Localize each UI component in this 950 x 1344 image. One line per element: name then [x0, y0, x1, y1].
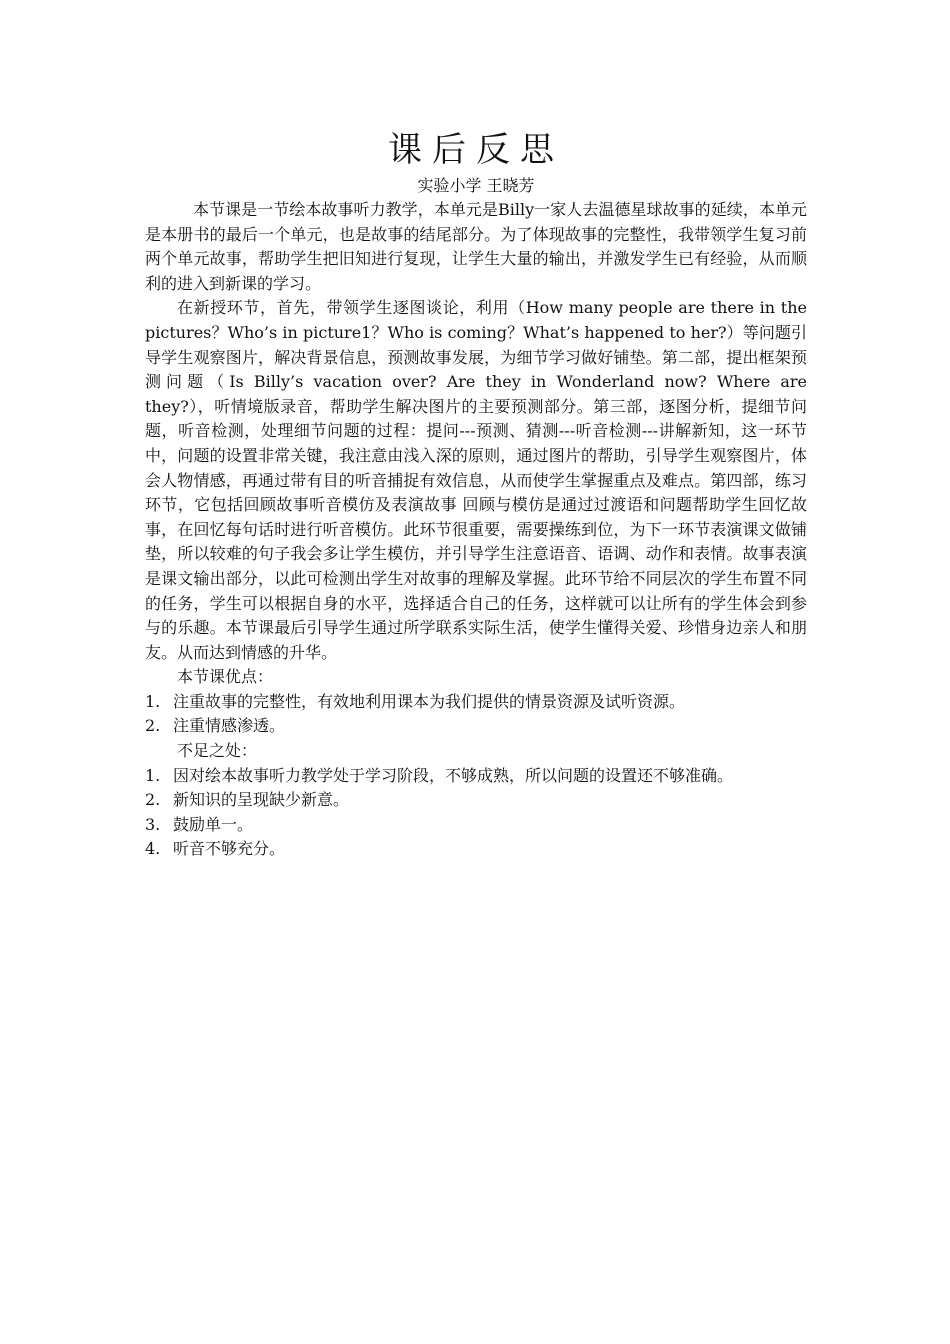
list-item	[145, 690, 807, 715]
list-item	[145, 714, 807, 739]
list-item	[145, 788, 807, 813]
list-number: 1.	[145, 765, 161, 785]
weaknesses-list	[145, 764, 807, 862]
document-page	[145, 128, 807, 862]
list-item	[145, 837, 807, 862]
list-text: 注重故事的完整性，有效地利用课本为我们提供的情景资源及试听资源。	[173, 691, 686, 711]
paragraph-intro: 本节课是一节绘本故事听力教学，本单元是Billy一家人去温德星球故事的延续，本单元是本册书的最后一个单元，也是故事的结尾部分。为了体现故事的完整性，我带领学生复习前两个单元故事，帮助学生把旧知进行复现，让学生大量的输出，并激发学生已有经验，从而顺利的进入到新课的学习。	[145, 200, 807, 293]
list-item	[145, 764, 807, 789]
list-text: 新知识的呈现缺少新意。	[173, 790, 350, 810]
weaknesses-heading: 不足之处：	[177, 741, 258, 761]
strengths-heading: 本节课优点：	[177, 667, 274, 687]
list-number: 1.	[145, 691, 161, 711]
paragraph-teaching-process: 在新授环节，首先，带领学生逐图谈论，利用（How many people are there in the pictures？Who’s in picture1？Who is coming？What’s happened to her?）等问题引导学生观察图片，解决背景信息，预测故事发展，为细节学习做好铺垫。第二部，提出框架预测问题（Is Billy’s vacation over? Are they in Wonderland now? Where are they?），听情境版录音，帮助学生解决图片的主要预测部分。第三部，逐图分析，提细节问题，听音检测，处理细节问题的过程：提问---预测、猜测---听音检测---讲解新知，这一环节中，问题的设置非常关键，我注意由浅入深的原则，通过图片的帮助，引导学生观察图片，体会人物情感，再通过带有目的听音捕捉有效信息，从而使学生掌握重点及难点。第四部，练习环节，它包括回顾故事听音模仿及表演故事 回顾与模仿是通过过渡语和问题帮助学生回忆故事，在回忆每句话时进行听音模仿。此环节很重要，需要操练到位，为下一环节表演课文做铺垫，所以较难的句子我会多让学生模仿，并引导学生注意语音、语调、动作和表情。故事表演是课文输出部分，以此可检测出学生对故事的理解及掌握。此环节给不同层次的学生布置不同的任务，学生可以根据自身的水平，选择适合自己的任务，这样就可以让所有的学生体会到参与的乐趣。本节课最后引导学生通过所学联系实际生活，使学生懂得关爱、珍惜身边亲人和朋友。从而达到情感的升华。	[145, 298, 807, 662]
list-text: 因对绘本故事听力教学处于学习阶段，不够成熟，所以问题的设置还不够准确。	[173, 765, 734, 785]
list-number: 4.	[145, 839, 161, 859]
author-line: 实验小学 王晓芳	[417, 176, 535, 195]
list-text: 听音不够充分。	[173, 839, 286, 859]
list-number: 3.	[145, 814, 161, 834]
list-number: 2.	[145, 790, 161, 810]
list-number: 2.	[145, 716, 161, 736]
strengths-list	[145, 690, 807, 739]
document-title: 课后反思	[388, 130, 564, 170]
list-item	[145, 813, 807, 838]
list-text: 注重情感渗透。	[173, 716, 286, 736]
list-text: 鼓励单一。	[173, 814, 254, 834]
